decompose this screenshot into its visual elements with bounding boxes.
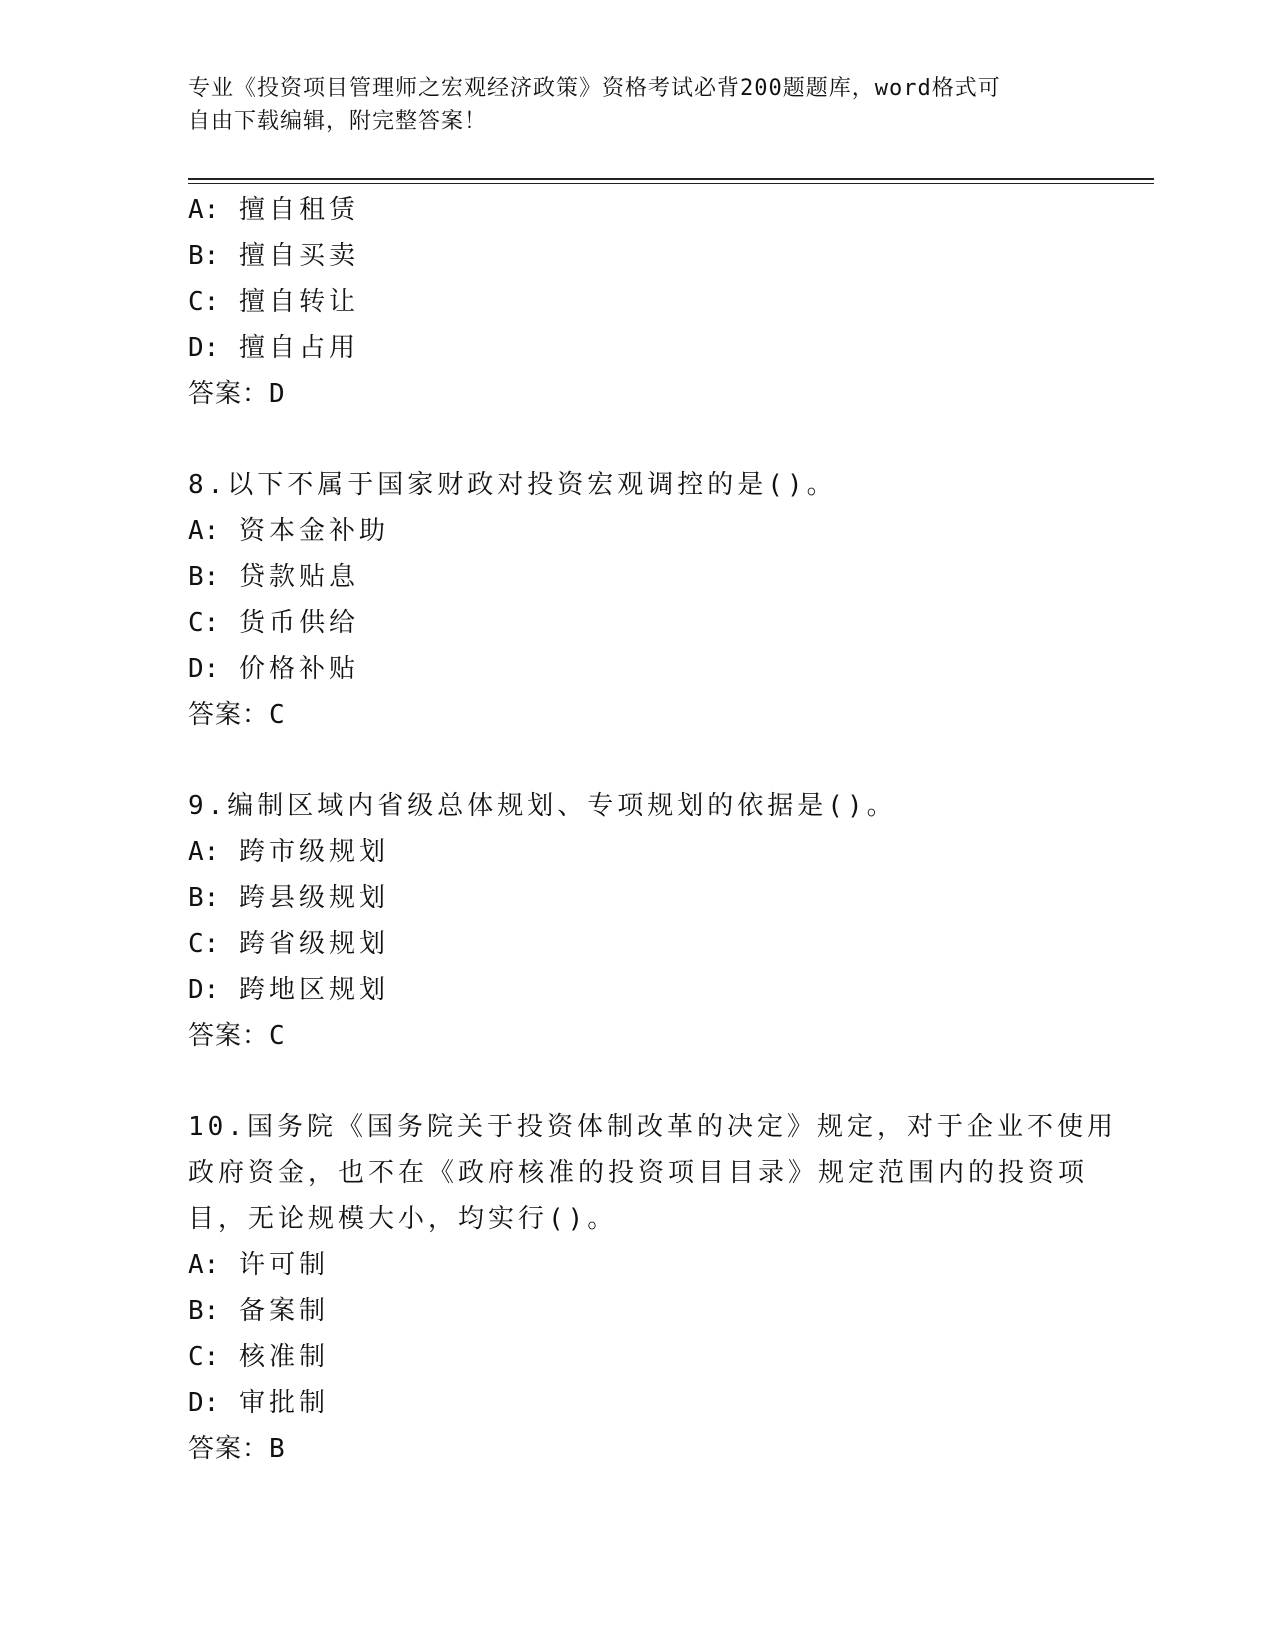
option-a: A: 资本金补助 bbox=[188, 516, 389, 546]
option-c: C: 货币供给 bbox=[188, 608, 359, 638]
answer: 答案：C bbox=[188, 1021, 285, 1051]
option-c: C: 跨省级规划 bbox=[188, 929, 389, 959]
question-text-line-3: 目，无论规模大小，均实行()。 bbox=[188, 1204, 618, 1234]
option-b: B: 跨县级规划 bbox=[188, 883, 389, 913]
header-divider bbox=[188, 178, 1154, 184]
question-text: 9.编制区域内省级总体规划、专项规划的依据是()。 bbox=[188, 791, 897, 821]
answer: 答案：C bbox=[188, 700, 285, 730]
option-d: D: 跨地区规划 bbox=[188, 975, 389, 1005]
question-list bbox=[188, 187, 1117, 1472]
option-d: D: 擅自占用 bbox=[188, 333, 359, 363]
question-text-line-1: 10.国务院《国务院关于投资体制改革的决定》规定，对于企业不使用 bbox=[188, 1112, 1117, 1142]
option-d: D: 审批制 bbox=[188, 1388, 329, 1418]
question-text-line-2: 政府资金，也不在《政府核准的投资项目目录》规定范围内的投资项 bbox=[188, 1158, 1089, 1188]
option-c: C: 核准制 bbox=[188, 1342, 329, 1372]
option-a: A: 擅自租赁 bbox=[188, 195, 359, 225]
header-line-2: 自由下载编辑，附完整答案！ bbox=[188, 109, 488, 134]
option-a: A: 跨市级规划 bbox=[188, 837, 389, 867]
question-8 bbox=[188, 462, 1088, 738]
question-continued bbox=[188, 187, 1088, 417]
option-b: B: 擅自买卖 bbox=[188, 241, 359, 271]
question-text: 8.以下不属于国家财政对投资宏观调控的是()。 bbox=[188, 470, 837, 500]
header-line-1: 专业《投资项目管理师之宏观经济政策》资格考试必背200题题库，word格式可 bbox=[188, 76, 1001, 101]
option-d: D: 价格补贴 bbox=[188, 654, 359, 684]
question-10 bbox=[188, 1104, 1117, 1472]
option-b: B: 备案制 bbox=[188, 1296, 329, 1326]
option-b: B: 贷款贴息 bbox=[188, 562, 359, 592]
option-a: A: 许可制 bbox=[188, 1250, 329, 1280]
answer: 答案：D bbox=[188, 379, 285, 409]
answer: 答案：B bbox=[188, 1434, 285, 1464]
question-9 bbox=[188, 783, 1088, 1059]
option-c: C: 擅自转让 bbox=[188, 287, 359, 317]
page-header bbox=[188, 72, 1088, 138]
